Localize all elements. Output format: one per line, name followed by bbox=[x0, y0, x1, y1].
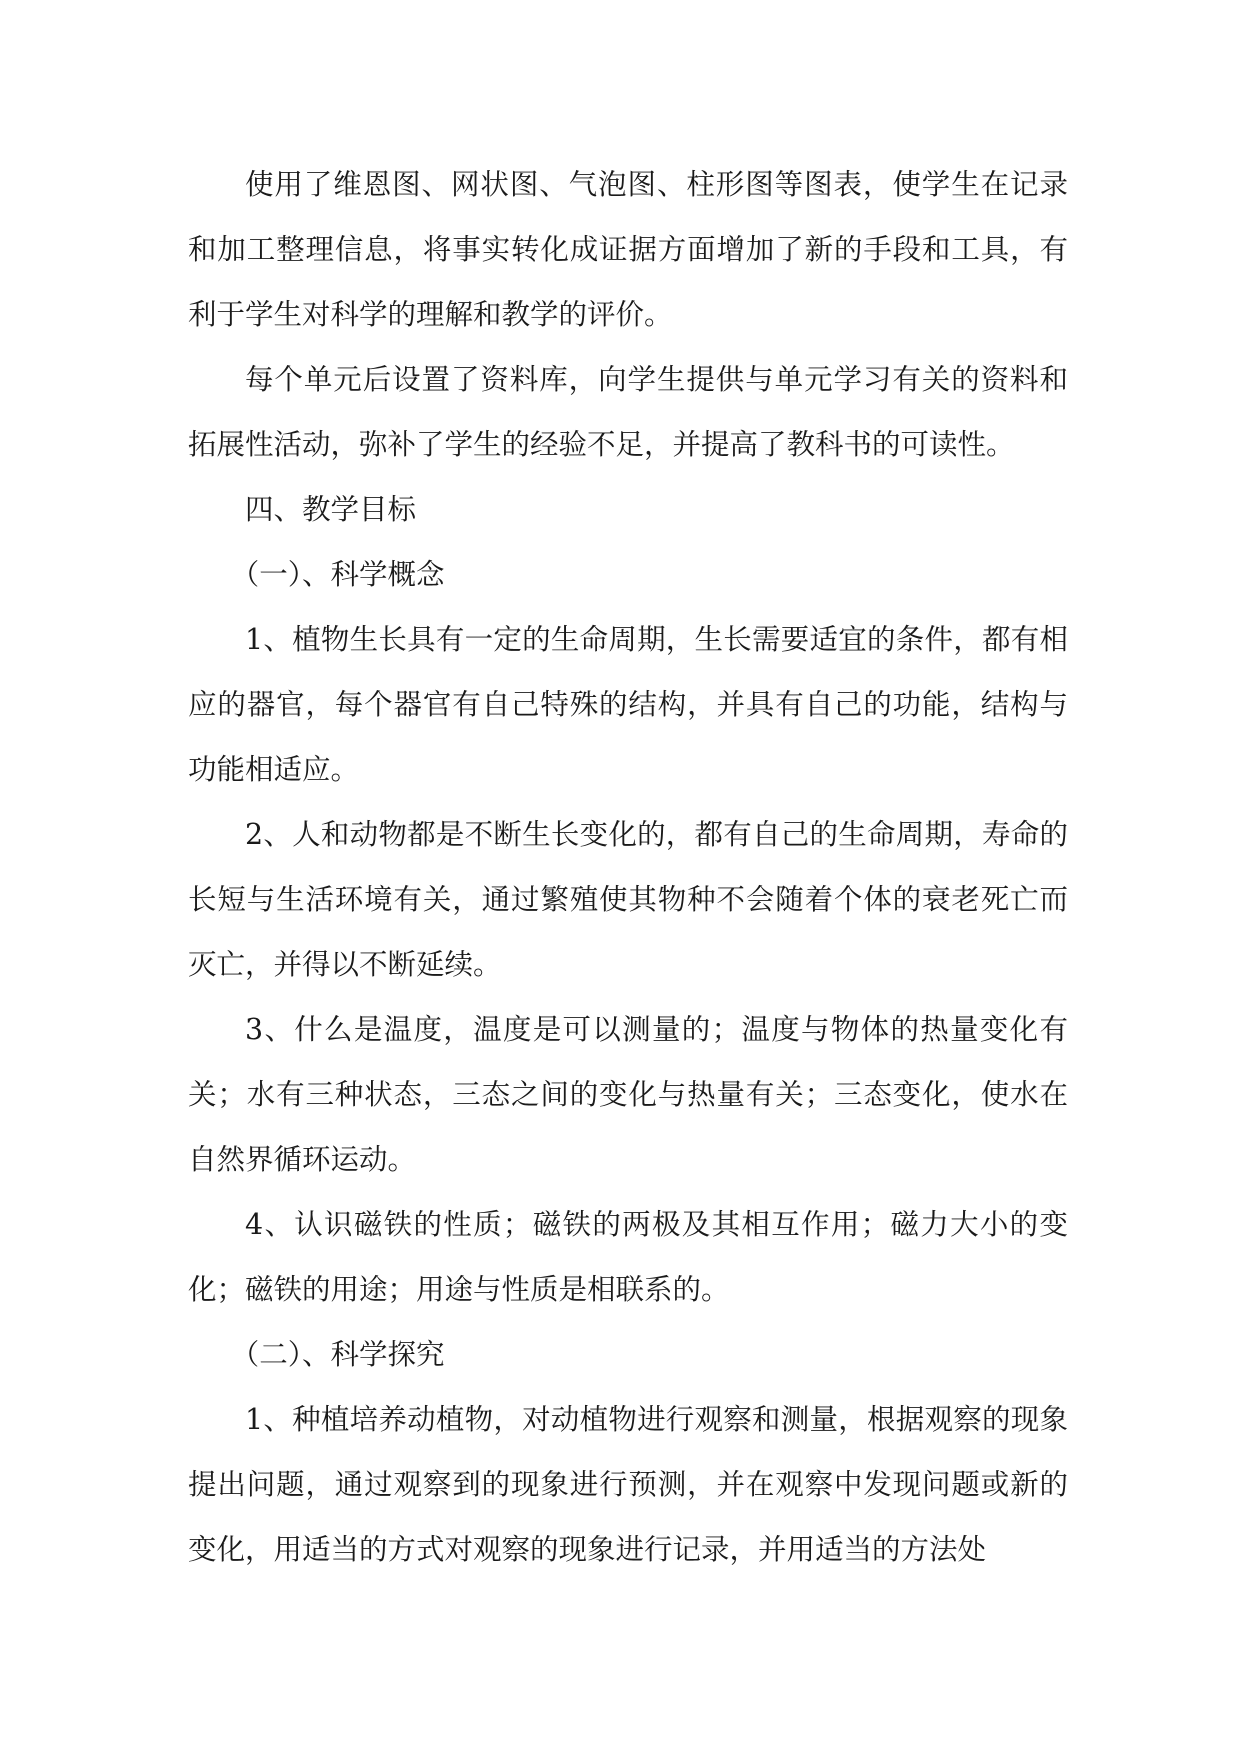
subsection-heading: （一）、科学概念 bbox=[230, 558, 445, 591]
document-page bbox=[188, 152, 1068, 1582]
subsection-heading: （二）、科学探究 bbox=[230, 1338, 445, 1371]
body-paragraph: 每个单元后设置了资料库，向学生提供与单元学习有关的资料和拓展性活动，弥补了学生的经验不足，并提高了教科书的可读性。 bbox=[188, 363, 1068, 461]
concept-item: 3、什么是温度，温度是可以测量的；温度与物体的热量变化有关；水有三种状态，三态之间的变化与热量有关；三态变化，使水在自然界循环运动。 bbox=[188, 1013, 1068, 1176]
concept-item: 4、认识磁铁的性质；磁铁的两极及其相互作用；磁力大小的变化；磁铁的用途；用途与性质是相联系的。 bbox=[188, 1208, 1068, 1306]
section-heading: 四、教学目标 bbox=[245, 493, 417, 526]
concept-item: 1、植物生长具有一定的生命周期，生长需要适宜的条件，都有相应的器官，每个器官有自己特殊的结构，并具有自己的功能，结构与功能相适应。 bbox=[188, 623, 1068, 786]
concept-item: 2、人和动物都是不断生长变化的，都有自己的生命周期，寿命的长短与生活环境有关，通过繁殖使其物种不会随着个体的衰老死亡而灭亡，并得以不断延续。 bbox=[188, 818, 1068, 981]
body-paragraph: 使用了维恩图、网状图、气泡图、柱形图等图表，使学生在记录和加工整理信息，将事实转化成证据方面增加了新的手段和工具，有利于学生对科学的理解和教学的评价。 bbox=[188, 168, 1068, 331]
inquiry-item: 1、种植培养动植物，对动植物进行观察和测量，根据观察的现象提出问题，通过观察到的现象进行预测，并在观察中发现问题或新的变化，用适当的方式对观察的现象进行记录，并用适当的方法处 bbox=[188, 1403, 1068, 1566]
